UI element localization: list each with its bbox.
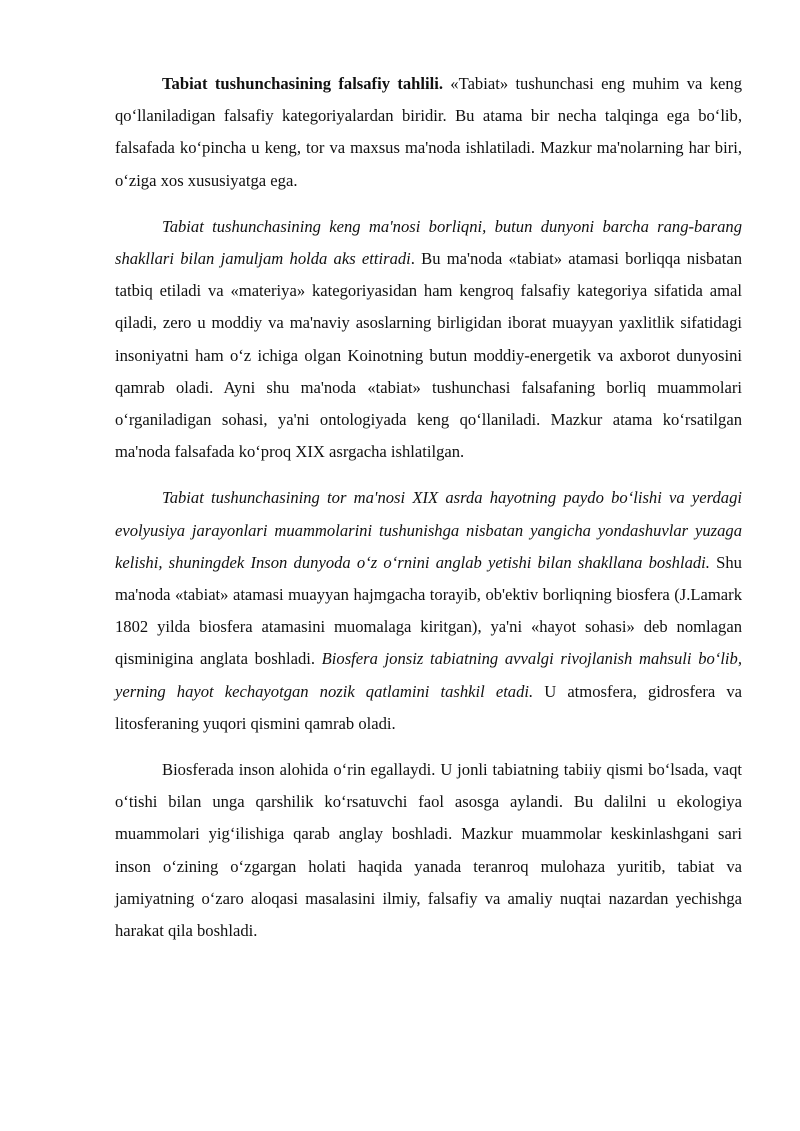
document-page [115, 68, 742, 961]
paragraph-1-text: «Tabiat» tushunchasi eng muhim va keng qo‘llaniladigan falsafiy kategoriyalardan biridir. Bu atama bir necha talqinga ega bo‘lib, falsafada ko‘pincha u keng, tor va maxsus ma'noda ishlatiladi. Mazkur ma'nolarning har biri, o‘ziga xos xususiyatga ega. [115, 74, 742, 190]
paragraph-2-italic: Tabiat tushunchasining keng ma'nosi borliqni, butun dunyoni barcha rang-barang shakllari bilan jamuljam holda aks ettiradi [115, 216, 742, 269]
paragraph-4-text: Biosferada inson alohida o‘rin egallaydi. U jonli tabiatning tabiiy qismi bo‘lsada, vaqt o‘tishi bilan unga qarshilik ko‘rsatuvchi faol asosga aylandi. Bu dalilni u ekologiya muammolari yig‘ilishiga qarab anglay boshladi. Mazkur muammolar keskinlashgani sari inson o‘zining o‘zgargan holati haqida yanada teranroq mulohaza yuritib, tabiat va jamiyatning o‘zaro aloqasi masalasini ilmiy, falsafiy va amaliy nuqtai nazardan yechishga harakat qila boshladi. [115, 760, 742, 941]
paragraph-3-text-1: Shu ma'noda «tabiat» atamasi muayyan hajmgacha torayib, ob'ektiv borliqning biosfera (J.Lamark 1802 yilda biosfera atamasini muomalaga kiritgan), ya'ni «hayot sohasi» deb nomlagan qisminigina anglata boshladi. [115, 552, 742, 669]
paragraph-3-italic-1: Tabiat tushunchasining tor ma'nosi XIX asrda hayotning paydo bo‘lishi va yerdagi evolyusiya jarayonlari muammolarini tushunishga nisbatan yangicha yondashuvlar yuzaga kelishi, shuningdek Inson dunyoda o‘z o‘rnini anglab yetishi bilan shakllana boshladi. [115, 488, 742, 572]
section-heading: Tabiat tushunchasining falsafiy tahlili. [162, 74, 443, 93]
paragraph-2 [115, 211, 742, 469]
paragraph-3 [115, 482, 742, 740]
paragraph-3-italic-2: Biosfera jonsiz tabiatning avvalgi rivojlanish mahsuli bo‘lib, yerning hayot kechayotgan nozik qatlamini tashkil etadi. [115, 649, 742, 701]
paragraph-3-text-2: U atmosfera, gidrosfera va litosferaning yuqori qismini qamrab oladi. [115, 681, 742, 733]
paragraph-2-text: . Bu ma'noda «tabiat» atamasi borliqqa nisbatan tatbiq etiladi va «materiya» kategoriyasidan ham kengroq falsafiy kategoriya sifatida amal qiladi, zero u moddiy va ma'naviy asoslarning birligidan iborat muayyan yaxlitlik sifatidagi insoniyatni ham o‘z ichiga olgan Koinotning butun moddiy-energetik va axborot dunyosini qamrab oladi. Ayni shu ma'noda «tabiat» tushunchasi falsafaning borliq muammolari o‘rganiladigan sohasi, ya'ni ontologiyada keng qo‘llaniladi. Mazkur atama ko‘rsatilgan ma'noda falsafada ko‘proq XIX asrgacha ishlatilgan. [115, 249, 742, 462]
paragraph-1 [115, 68, 742, 197]
paragraph-4 [115, 754, 742, 947]
